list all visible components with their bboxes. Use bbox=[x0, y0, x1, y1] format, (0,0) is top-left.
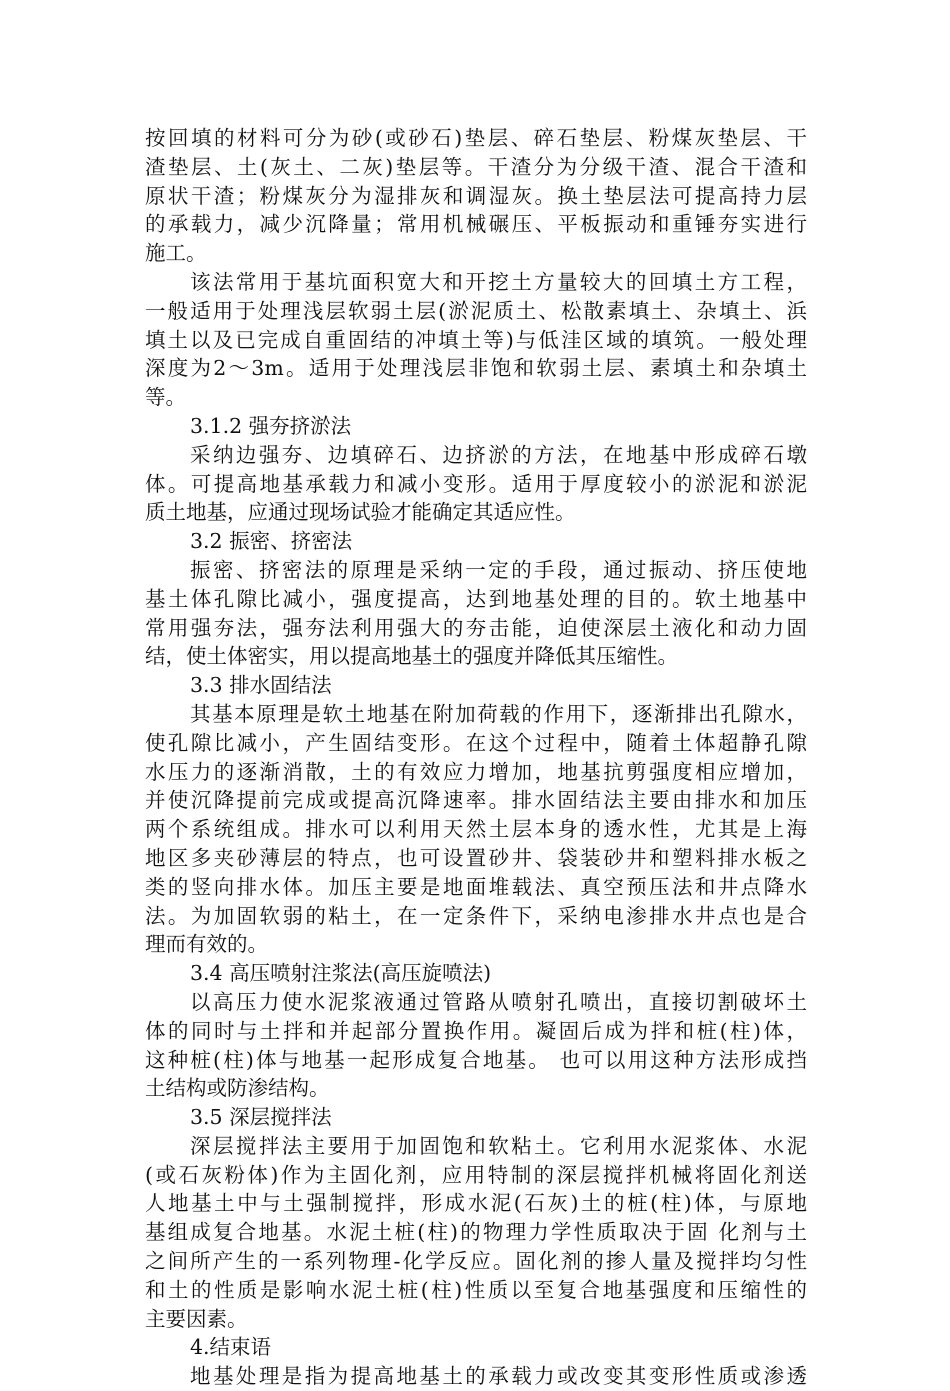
text-line: 振密、挤密法的原理是采纳一定的手段，通过振动、挤压使地 bbox=[190, 557, 807, 582]
text-line: 地区多夹砂薄层的特点，也可设置砂井、袋装砂井和塑料排水板之 bbox=[145, 845, 807, 870]
text-line: 3.5 深层搅拌法 bbox=[190, 1105, 332, 1130]
text-line: 主要因素。 bbox=[145, 1306, 248, 1331]
text-line: 填土以及已完成自重固结的冲填土等)与低洼区域的填筑。一般处理 bbox=[145, 327, 807, 352]
text-line: 质土地基，应通过现场试验才能确定其适应性。 bbox=[145, 500, 576, 525]
text-line: (或石灰粉体)作为主固化剂，应用特制的深层搅拌机械将固化剂送 bbox=[145, 1162, 807, 1187]
text-line: 和土的性质是影响水泥土桩(柱)性质以至复合地基强度和压缩性的 bbox=[145, 1277, 807, 1302]
text-line: 基组成复合地基。水泥土桩(柱)的物理力学性质取决于固 化剂与土 bbox=[145, 1220, 807, 1245]
text-line: 等。 bbox=[145, 385, 186, 410]
text-line: 原状干渣；粉煤灰分为湿排灰和调湿灰。换土垫层法可提高持力层 bbox=[145, 183, 807, 208]
text-line: 理而有效的。 bbox=[145, 932, 268, 957]
text-line: 结，使土体密实，用以提高地基土的强度并降低其压缩性。 bbox=[145, 644, 678, 669]
text-line: 体的同时与土拌和并起部分置换作用。凝固后成为拌和桩(柱)体， bbox=[145, 1018, 807, 1043]
text-line: 3.1.2 强夯挤淤法 bbox=[190, 413, 352, 438]
text-line: 渣垫层、土(灰土、二灰)垫层等。干渣分为分级干渣、混合干渣和 bbox=[145, 154, 807, 179]
text-line: 常用强夯法，强夯法利用强大的夯击能，迫使深层土液化和动力固 bbox=[145, 615, 807, 640]
text-line: 深度为2～3m。适用于处理浅层非饱和软弱土层、素填土和杂填土 bbox=[145, 356, 807, 381]
text-line: 其基本原理是软土地基在附加荷载的作用下，逐渐排出孔隙水， bbox=[190, 701, 807, 726]
text-line: 按回填的材料可分为砂(或砂石)垫层、碎石垫层、粉煤灰垫层、干 bbox=[145, 126, 807, 150]
text-line: 以高压力使水泥浆液通过管路从喷射孔喷出，直接切割破坏土 bbox=[190, 989, 807, 1014]
text-line: 3.2 振密、挤密法 bbox=[190, 529, 353, 554]
text-line: 类的竖向排水体。加压主要是地面堆载法、真空预压法和井点降水 bbox=[145, 874, 807, 899]
text-line: 之间所产生的一系列物理-化学反应。固化剂的掺人量及搅拌均匀性 bbox=[145, 1249, 807, 1274]
text-line: 施工。 bbox=[145, 241, 207, 266]
text-line: 3.4 高压喷射注浆法(高压旋喷法) bbox=[190, 961, 492, 986]
text-line: 水压力的逐渐消散，土的有效应力增加，地基抗剪强度相应增加， bbox=[145, 759, 807, 784]
document-body bbox=[145, 124, 807, 1391]
text-line: 人地基土中与土强制搅拌，形成水泥(石灰)土的桩(柱)体，与原地 bbox=[145, 1191, 807, 1216]
text-line: 4.结束语 bbox=[190, 1335, 272, 1360]
text-line: 两个系统组成。排水可以利用天然土层本身的透水性，尤其是上海 bbox=[145, 817, 807, 842]
text-line: 深层搅拌法主要用于加固饱和软粘土。它利用水泥浆体、水泥 bbox=[190, 1133, 807, 1158]
text-line: 并使沉降提前完成或提高沉降速率。排水固结法主要由排水和加压 bbox=[145, 788, 807, 813]
text-line: 体。可提高地基承载力和减小变形。适用于厚度较小的淤泥和淤泥 bbox=[145, 471, 807, 496]
text-line: 使孔隙比减小，产生固结变形。在这个过程中，随着土体超静孔隙 bbox=[145, 730, 807, 755]
text-line: 基土体孔隙比减小，强度提高，达到地基处理的目的。软土地基中 bbox=[145, 586, 807, 611]
text-line: 土结构或防渗结构。 bbox=[145, 1076, 330, 1101]
text-line: 该法常用于基坑面积宽大和开挖土方量较大的回填土方工程， bbox=[190, 269, 807, 294]
text-line: 法。为加固软弱的粘土，在一定条件下，采纳电渗排水井点也是合 bbox=[145, 903, 807, 928]
text-line: 采纳边强夯、边填碎石、边挤淤的方法，在地基中形成碎石墩 bbox=[190, 442, 807, 467]
text-line: 这种桩(柱)体与地基一起形成复合地基。 也可以用这种方法形成挡 bbox=[145, 1047, 807, 1072]
text-line: 的承载力，减少沉降量；常用机械碾压、平板振动和重锤夯实进行 bbox=[145, 212, 807, 237]
text-line: 地基处理是指为提高地基土的承载力或改变其变形性质或渗透 bbox=[190, 1364, 807, 1389]
text-line: 一般适用于处理浅层软弱土层(淤泥质土、松散素填土、杂填土、浜 bbox=[145, 298, 807, 323]
text-line: 3.3 排水固结法 bbox=[190, 673, 332, 698]
